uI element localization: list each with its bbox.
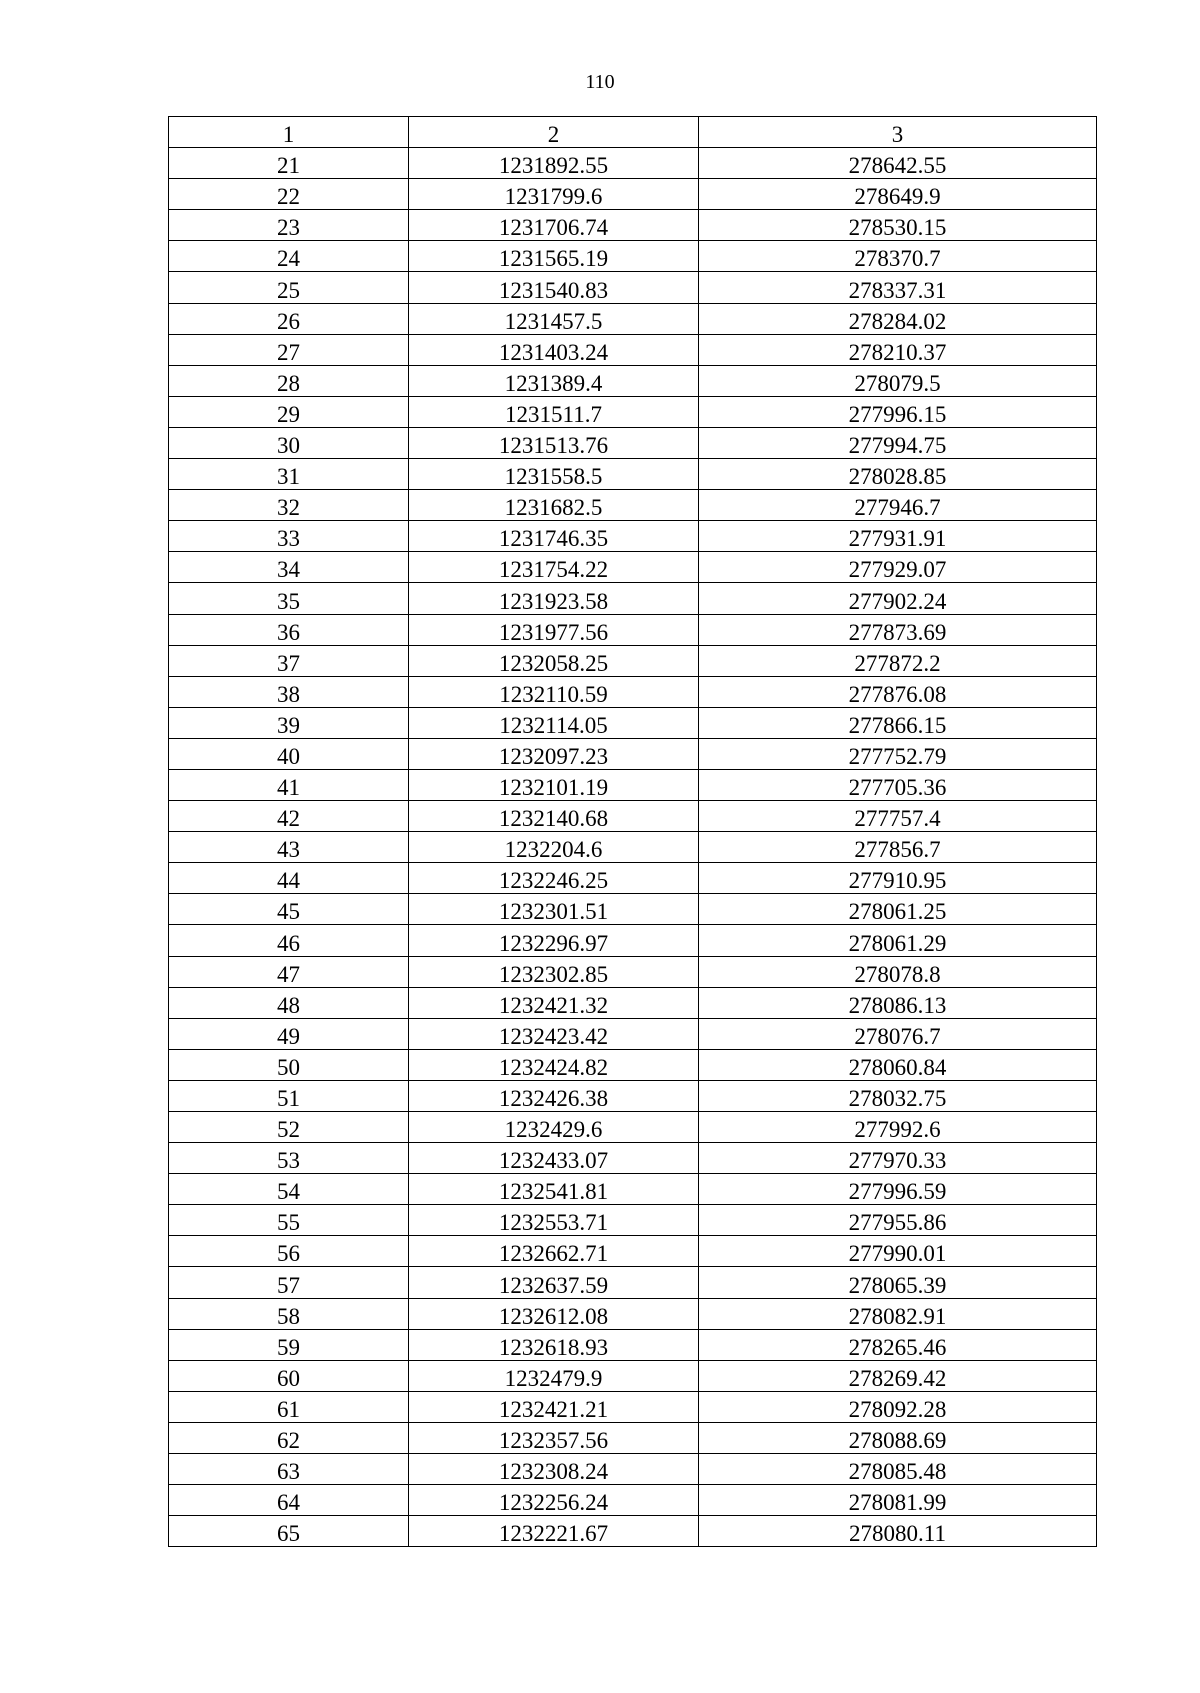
table-row <box>169 459 1097 490</box>
table-row <box>169 1080 1097 1111</box>
coordinate-x-cell: 1231457.5 <box>409 303 699 334</box>
table-row <box>169 1049 1097 1080</box>
table-row <box>169 707 1097 738</box>
point-number-cell: 53 <box>169 1143 409 1174</box>
coordinate-x-cell: 1232424.82 <box>409 1049 699 1080</box>
table-row <box>169 1360 1097 1391</box>
table-row <box>169 987 1097 1018</box>
coordinate-x-cell: 1232302.85 <box>409 956 699 987</box>
point-number-cell: 43 <box>169 832 409 863</box>
table-row <box>169 614 1097 645</box>
point-number-cell: 38 <box>169 676 409 707</box>
coordinate-y-cell: 277994.75 <box>699 427 1097 458</box>
coordinate-x-cell: 1231892.55 <box>409 148 699 179</box>
coordinate-y-cell: 277752.79 <box>699 738 1097 769</box>
point-number-cell: 48 <box>169 987 409 1018</box>
coordinate-x-cell: 1232110.59 <box>409 676 699 707</box>
table-row <box>169 241 1097 272</box>
point-number-cell: 50 <box>169 1049 409 1080</box>
coordinate-y-cell: 277996.15 <box>699 396 1097 427</box>
coordinate-x-cell: 1231513.76 <box>409 427 699 458</box>
coordinate-x-cell: 1232429.6 <box>409 1112 699 1143</box>
table-row <box>169 769 1097 800</box>
coordinate-y-cell: 277910.95 <box>699 863 1097 894</box>
coordinate-y-cell: 277992.6 <box>699 1112 1097 1143</box>
coordinate-x-cell: 1232101.19 <box>409 769 699 800</box>
table-row <box>169 210 1097 241</box>
coordinate-x-cell: 1231746.35 <box>409 521 699 552</box>
table-row <box>169 148 1097 179</box>
point-number-cell: 30 <box>169 427 409 458</box>
point-number-cell: 56 <box>169 1236 409 1267</box>
column-header-1: 1 <box>169 117 409 148</box>
table-row <box>169 894 1097 925</box>
point-number-cell: 61 <box>169 1391 409 1422</box>
coordinate-y-cell: 277990.01 <box>699 1236 1097 1267</box>
coordinate-x-cell: 1231682.5 <box>409 490 699 521</box>
point-number-cell: 36 <box>169 614 409 645</box>
coordinate-x-cell: 1231403.24 <box>409 334 699 365</box>
table-row <box>169 1298 1097 1329</box>
point-number-cell: 62 <box>169 1422 409 1453</box>
coordinate-y-cell: 278265.46 <box>699 1329 1097 1360</box>
coordinate-x-cell: 1231540.83 <box>409 272 699 303</box>
table-row <box>169 1143 1097 1174</box>
table-row <box>169 738 1097 769</box>
coordinate-y-cell: 277996.59 <box>699 1174 1097 1205</box>
coordinate-x-cell: 1232618.93 <box>409 1329 699 1360</box>
coordinate-x-cell: 1231389.4 <box>409 365 699 396</box>
coordinate-x-cell: 1232637.59 <box>409 1267 699 1298</box>
coordinate-x-cell: 1232204.6 <box>409 832 699 863</box>
coordinate-y-cell: 277970.33 <box>699 1143 1097 1174</box>
coordinate-y-cell: 277955.86 <box>699 1205 1097 1236</box>
coordinate-x-cell: 1232097.23 <box>409 738 699 769</box>
point-number-cell: 40 <box>169 738 409 769</box>
coordinate-x-cell: 1231799.6 <box>409 179 699 210</box>
table-row <box>169 334 1097 365</box>
table-row <box>169 396 1097 427</box>
coordinate-y-cell: 278649.9 <box>699 179 1097 210</box>
coordinate-y-cell: 277872.2 <box>699 645 1097 676</box>
table-row <box>169 1454 1097 1485</box>
coordinate-y-cell: 278081.99 <box>699 1485 1097 1516</box>
table-row <box>169 832 1097 863</box>
point-number-cell: 41 <box>169 769 409 800</box>
point-number-cell: 39 <box>169 707 409 738</box>
column-header-3: 3 <box>699 117 1097 148</box>
table-row <box>169 427 1097 458</box>
coordinate-y-cell: 278061.25 <box>699 894 1097 925</box>
coordinate-y-cell: 278642.55 <box>699 148 1097 179</box>
point-number-cell: 29 <box>169 396 409 427</box>
coordinate-y-cell: 278210.37 <box>699 334 1097 365</box>
coordinate-x-cell: 1232421.21 <box>409 1391 699 1422</box>
coordinate-y-cell: 277929.07 <box>699 552 1097 583</box>
coordinate-x-cell: 1231754.22 <box>409 552 699 583</box>
table-row <box>169 1516 1097 1547</box>
table-header <box>169 117 1097 148</box>
coordinate-x-cell: 1231511.7 <box>409 396 699 427</box>
coordinate-x-cell: 1231977.56 <box>409 614 699 645</box>
point-number-cell: 60 <box>169 1360 409 1391</box>
point-number-cell: 32 <box>169 490 409 521</box>
table-body <box>169 148 1097 1547</box>
point-number-cell: 34 <box>169 552 409 583</box>
coordinate-x-cell: 1232357.56 <box>409 1422 699 1453</box>
coordinate-y-cell: 278061.29 <box>699 925 1097 956</box>
table-row <box>169 490 1097 521</box>
table-row <box>169 925 1097 956</box>
coordinate-x-cell: 1232553.71 <box>409 1205 699 1236</box>
point-number-cell: 35 <box>169 583 409 614</box>
point-number-cell: 23 <box>169 210 409 241</box>
coordinate-y-cell: 278079.5 <box>699 365 1097 396</box>
point-number-cell: 27 <box>169 334 409 365</box>
coordinate-y-cell: 278092.28 <box>699 1391 1097 1422</box>
coordinates-table <box>168 116 1097 1547</box>
coordinate-y-cell: 278337.31 <box>699 272 1097 303</box>
coordinate-y-cell: 278082.91 <box>699 1298 1097 1329</box>
coordinate-x-cell: 1231558.5 <box>409 459 699 490</box>
table-row <box>169 1112 1097 1143</box>
table-row <box>169 521 1097 552</box>
coordinate-y-cell: 278032.75 <box>699 1080 1097 1111</box>
point-number-cell: 51 <box>169 1080 409 1111</box>
coordinate-x-cell: 1232058.25 <box>409 645 699 676</box>
coordinate-y-cell: 277866.15 <box>699 707 1097 738</box>
table-row <box>169 1391 1097 1422</box>
coordinate-x-cell: 1232662.71 <box>409 1236 699 1267</box>
coordinate-y-cell: 277902.24 <box>699 583 1097 614</box>
point-number-cell: 42 <box>169 801 409 832</box>
point-number-cell: 57 <box>169 1267 409 1298</box>
coordinate-x-cell: 1232426.38 <box>409 1080 699 1111</box>
table-row <box>169 552 1097 583</box>
coordinate-x-cell: 1232256.24 <box>409 1485 699 1516</box>
table-row <box>169 801 1097 832</box>
coordinate-y-cell: 278085.48 <box>699 1454 1097 1485</box>
table-row <box>169 583 1097 614</box>
coordinate-x-cell: 1232221.67 <box>409 1516 699 1547</box>
coordinate-x-cell: 1232612.08 <box>409 1298 699 1329</box>
coordinate-y-cell: 278080.11 <box>699 1516 1097 1547</box>
coordinate-y-cell: 278076.7 <box>699 1018 1097 1049</box>
coordinate-x-cell: 1232479.9 <box>409 1360 699 1391</box>
table-row <box>169 179 1097 210</box>
point-number-cell: 49 <box>169 1018 409 1049</box>
coordinate-y-cell: 277946.7 <box>699 490 1097 521</box>
point-number-cell: 47 <box>169 956 409 987</box>
coordinate-x-cell: 1231706.74 <box>409 210 699 241</box>
coordinate-y-cell: 278060.84 <box>699 1049 1097 1080</box>
table-row <box>169 1485 1097 1516</box>
point-number-cell: 59 <box>169 1329 409 1360</box>
point-number-cell: 63 <box>169 1454 409 1485</box>
point-number-cell: 54 <box>169 1174 409 1205</box>
coordinate-x-cell: 1232541.81 <box>409 1174 699 1205</box>
table-row <box>169 1329 1097 1360</box>
coordinate-y-cell: 277856.7 <box>699 832 1097 863</box>
point-number-cell: 25 <box>169 272 409 303</box>
point-number-cell: 46 <box>169 925 409 956</box>
table-row <box>169 1174 1097 1205</box>
coordinate-y-cell: 277757.4 <box>699 801 1097 832</box>
coordinate-x-cell: 1232301.51 <box>409 894 699 925</box>
table-row <box>169 676 1097 707</box>
table-row <box>169 1267 1097 1298</box>
point-number-cell: 28 <box>169 365 409 396</box>
point-number-cell: 37 <box>169 645 409 676</box>
point-number-cell: 21 <box>169 148 409 179</box>
coordinate-x-cell: 1232140.68 <box>409 801 699 832</box>
point-number-cell: 26 <box>169 303 409 334</box>
coordinate-x-cell: 1232246.25 <box>409 863 699 894</box>
point-number-cell: 31 <box>169 459 409 490</box>
coordinate-x-cell: 1232423.42 <box>409 1018 699 1049</box>
table-row <box>169 1205 1097 1236</box>
coordinate-x-cell: 1232296.97 <box>409 925 699 956</box>
page-number: 110 <box>585 71 615 93</box>
coordinate-y-cell: 278530.15 <box>699 210 1097 241</box>
coordinate-y-cell: 278269.42 <box>699 1360 1097 1391</box>
coordinate-x-cell: 1232421.32 <box>409 987 699 1018</box>
table-row <box>169 956 1097 987</box>
point-number-cell: 45 <box>169 894 409 925</box>
point-number-cell: 64 <box>169 1485 409 1516</box>
header-row <box>169 117 1097 148</box>
coordinate-x-cell: 1231565.19 <box>409 241 699 272</box>
coordinate-x-cell: 1232114.05 <box>409 707 699 738</box>
table-row <box>169 863 1097 894</box>
coordinate-y-cell: 277931.91 <box>699 521 1097 552</box>
column-header-2: 2 <box>409 117 699 148</box>
coordinate-x-cell: 1232433.07 <box>409 1143 699 1174</box>
coordinate-y-cell: 277873.69 <box>699 614 1097 645</box>
point-number-cell: 24 <box>169 241 409 272</box>
coordinate-y-cell: 278065.39 <box>699 1267 1097 1298</box>
coordinate-y-cell: 277876.08 <box>699 676 1097 707</box>
table-row <box>169 365 1097 396</box>
coordinate-y-cell: 278078.8 <box>699 956 1097 987</box>
coordinate-y-cell: 278370.7 <box>699 241 1097 272</box>
point-number-cell: 44 <box>169 863 409 894</box>
point-number-cell: 22 <box>169 179 409 210</box>
coordinate-y-cell: 278028.85 <box>699 459 1097 490</box>
coordinate-y-cell: 278284.02 <box>699 303 1097 334</box>
point-number-cell: 55 <box>169 1205 409 1236</box>
point-number-cell: 58 <box>169 1298 409 1329</box>
coordinate-y-cell: 277705.36 <box>699 769 1097 800</box>
table-row <box>169 272 1097 303</box>
point-number-cell: 52 <box>169 1112 409 1143</box>
table-row <box>169 1236 1097 1267</box>
point-number-cell: 33 <box>169 521 409 552</box>
table-row <box>169 645 1097 676</box>
coordinate-y-cell: 278088.69 <box>699 1422 1097 1453</box>
table-row <box>169 303 1097 334</box>
table-row <box>169 1422 1097 1453</box>
coordinate-y-cell: 278086.13 <box>699 987 1097 1018</box>
coordinate-x-cell: 1232308.24 <box>409 1454 699 1485</box>
point-number-cell: 65 <box>169 1516 409 1547</box>
table-row <box>169 1018 1097 1049</box>
coordinate-x-cell: 1231923.58 <box>409 583 699 614</box>
